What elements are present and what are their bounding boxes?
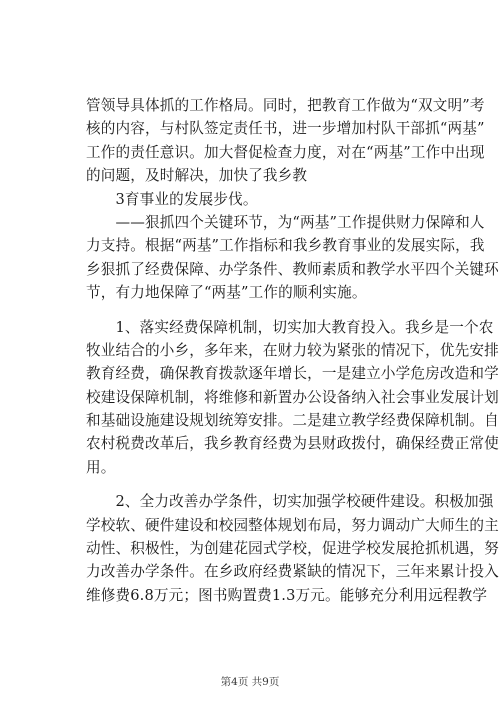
- paragraph-gap: [86, 479, 420, 490]
- text-line: 维修费6.8万元；图书购置费1.3万元。能够充分利用远程教学: [86, 586, 488, 604]
- text-line: 力改善办学条件。在乡政府经费紧缺的情况下，三年来累计投入: [86, 563, 499, 581]
- text-line: 工作的责任意识。加大督促检查力度，对在“两基”工作中出现: [86, 143, 485, 161]
- text-line: 农村税费改革后，我乡教育经费为县财政拨付，确保经费正常使: [86, 435, 499, 453]
- text-line: 2、全力改善办学条件，切实加强学校硬件建设。积极加强: [86, 493, 494, 511]
- text-line: 的问题，及时解决，加快了我乡教: [86, 167, 308, 185]
- body-text: [86, 94, 499, 607]
- text-line: 牧业结合的小乡，多年来，在财力较为紧张的情况下，优先安排: [86, 341, 499, 359]
- text-line: ——狠抓四个关键环节，为“两基”工作提供财力保障和人: [86, 213, 485, 231]
- text-line: 力支持。根据“两基”工作指标和我乡教育事业的发展实际，我: [86, 237, 485, 255]
- page-footer: 第4页 共9页: [220, 676, 280, 688]
- text-line: 校建设保障机制，将维修和新置办公设备纳入社会事业发展计划: [86, 388, 499, 406]
- text-line: 教育经费，确保教育拨款逐年增长，一是建立小学危房改造和学: [86, 365, 499, 383]
- text-line: 和基础设施建设规划统筹安排。二是建立教学经费保障机制。自: [86, 412, 499, 430]
- text-line: 3育事业的发展步伐。: [86, 190, 258, 208]
- text-line: 动性、积极性，为创建花园式学校，促进学校发展抢抓机遇，努: [86, 540, 499, 558]
- paragraph-gap: [86, 305, 420, 316]
- text-line: 管领导具体抓的工作格局。同时，把教育工作做为“双文明”考: [86, 97, 485, 114]
- text-line: 用。: [86, 458, 116, 476]
- text-line: 学校软、硬件建设和校园整体规划布局，努力调动广大师生的主: [86, 516, 499, 534]
- text-line: 核的内容，与村队签定责任书，进一步增加村队干部抓“两基”: [86, 120, 485, 138]
- text-line: 节，有力地保障了“两基”工作的顺利实施。: [86, 284, 367, 302]
- text-line: 1、落实经费保障机制，切实加大教育投入。我乡是一个农: [86, 318, 494, 336]
- text-line: 乡狠抓了经费保障、办学条件、教师素质和教学水平四个关键环: [86, 260, 499, 278]
